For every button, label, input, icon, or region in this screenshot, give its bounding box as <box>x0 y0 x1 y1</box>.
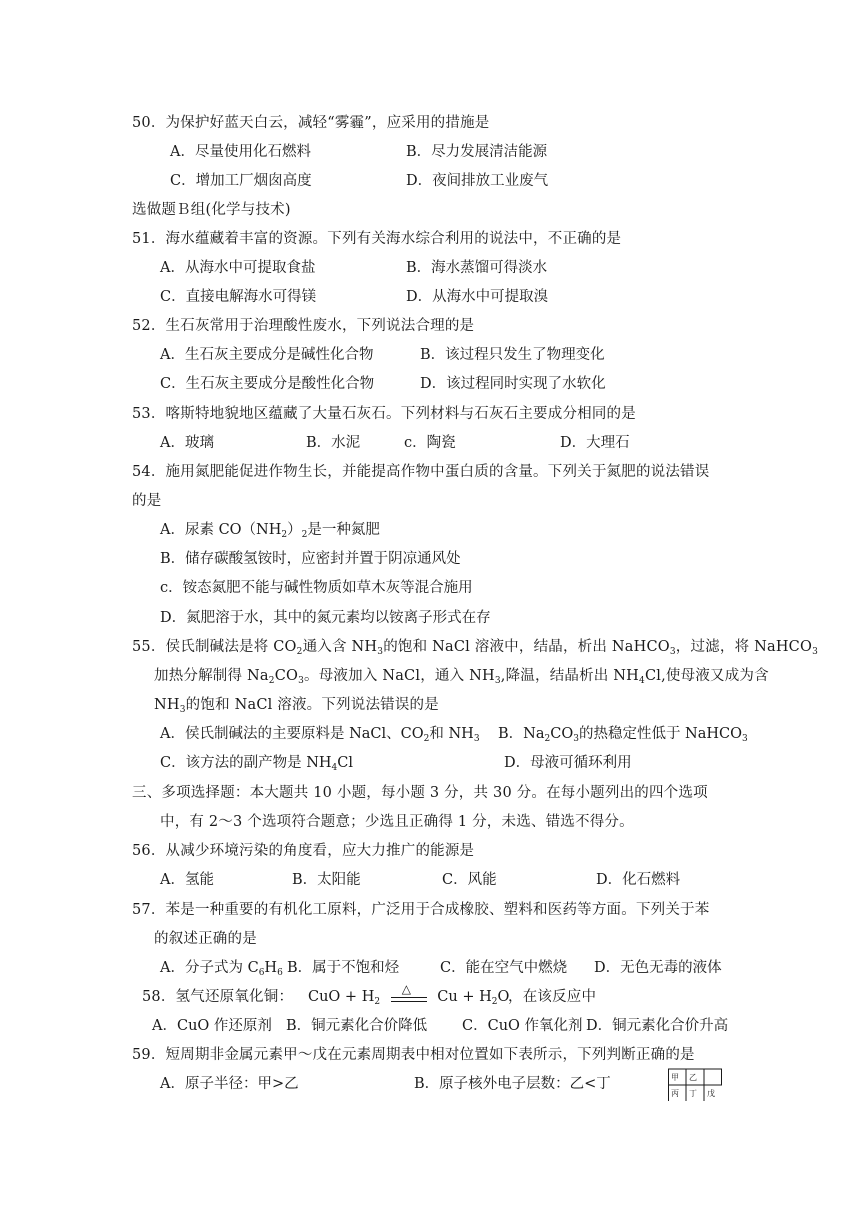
q54-option-c: c．铵态氮肥不能与碱性物质如草木灰等混合施用 <box>160 580 473 596</box>
part3-instructions-line2: 中，有 2～3 个选项符合题意；少选且正确得 1 分，未选、错选不得分。 <box>160 814 634 830</box>
q54-option-a: A．尿素 $CO(NH_2)_2$是一种氮肥 <box>160 522 380 540</box>
q57-stem-line2: 的叙述正确的是 <box>154 931 257 947</box>
q57-option-b: B．属于不饱和烃 <box>287 960 400 976</box>
q58-stem: 58．氢气还原氧化铜： <box>142 989 294 1005</box>
q51-option-d: D．从海水中可提取溴 <box>406 289 549 305</box>
q50-option-d: D．夜间排放工业废气 <box>406 173 549 189</box>
q55-option-b: B．$Na_2CO_3$的热稳定性低于 NaHCO$_3$ <box>498 726 748 744</box>
q52-option-d: D．该过程同时实现了水软化 <box>420 376 606 392</box>
q52-stem: 52．生石灰常用于治理酸性废水，下列说法合理的是 <box>132 318 475 334</box>
q53-option-c: c．陶瓷 <box>404 435 456 451</box>
q51-option-a: A．从海水中可提取食盐 <box>160 260 316 276</box>
periodic-table-fragment <box>668 1068 722 1102</box>
q51-option-b: B．海水蒸馏可得淡水 <box>406 260 548 276</box>
q52-option-b: B．该过程只发生了物理变化 <box>420 347 605 363</box>
q51-stem: 51．海水蕴藏着丰富的资源。下列有关海水综合利用的说法中，不正确的是 <box>132 231 622 247</box>
q54-option-d: D．氮肥溶于水，其中的氮元素均以铵离子形式在存 <box>160 610 491 626</box>
q58-stem-tail: ，在该反应中 <box>508 989 597 1005</box>
q50-option-c: C．增加工厂烟囱高度 <box>170 173 312 189</box>
q50-option-b: B．尽力发展清洁能源 <box>406 144 548 160</box>
q52-option-a: A．生石灰主要成分是碱性化合物 <box>160 347 374 363</box>
q55-stem-line3: $NH_3$的饱和 NaCl 溶液。下列说法错误的是 <box>154 697 439 715</box>
cell-wu: 戊 <box>707 1089 715 1098</box>
q56-stem: 56．从减少环境污染的角度看，应大力推广的能源是 <box>132 843 475 859</box>
q57-option-d: D．无色无毒的液体 <box>594 960 722 976</box>
q54-stem-line1: 54．施用氮肥能促进作物生长，并能提高作物中蛋白质的含量。下列关于氮肥的说法错误 <box>132 464 710 480</box>
q56-option-c: C．风能 <box>442 872 497 888</box>
q52-option-c: C．生石灰主要成分是酸性化合物 <box>160 376 375 392</box>
q53-option-d: D．大理石 <box>560 435 630 451</box>
q54-stem-line2: 的是 <box>132 493 162 509</box>
cell-bing: 丙 <box>671 1089 679 1098</box>
q50-stem: 50．为保护好蓝天白云，减轻“雾霾”，应采用的措施是 <box>132 115 490 131</box>
q59-stem: 59．短周期非金属元素甲～戊在元素周期表中相对位置如下表所示，下列判断正确的是 <box>132 1047 695 1063</box>
q55-stem-line1: 55．侯氏制碱法是将 $CO_2$通入含 $NH_3$的饱和 NaCl 溶液中，结晶，析出 NaHCO$_3$，过滤，将 NaHCO$_3$ <box>132 639 818 657</box>
q57-stem-line1: 57．苯是一种重要的有机化工原料，广泛用于合成橡胶、塑料和医药等方面。下列关于苯 <box>132 902 710 918</box>
q50-option-a: A．尽量使用化石燃料 <box>170 144 311 160</box>
q55-stem-line2: 加热分解制得 $Na_2CO_3$。母液加入 NaCl，通入 $NH_3$,降温，结晶析出 $NH_4Cl$,使母液又成为含 <box>154 668 769 686</box>
q54-option-b: B．储存碳酸氢铵时，应密封并置于阴凉通风处 <box>160 551 461 567</box>
cell-jia: 甲 <box>671 1073 679 1082</box>
q59-option-a: A．原子半径：甲>乙 <box>160 1076 299 1092</box>
part3-instructions-line1: 三、多项选择题：本大题共 10 小题，每小题 3 分，共 30 分。在每小题列出的四个选项 <box>132 785 708 801</box>
q53-option-a: A．玻璃 <box>160 435 214 451</box>
q58-option-b: B．铜元素化合价降低 <box>286 1018 428 1034</box>
q55-option-c: C．该方法的副产物是 $NH_4Cl$ <box>160 755 354 773</box>
q56-option-a: A．氢能 <box>160 872 214 888</box>
q58-option-d: D．铜元素化合价升高 <box>586 1018 729 1034</box>
q58-reaction-equation: CuO + $H_2$ △ $Cu + H_2O$ <box>308 982 510 1007</box>
q56-option-d: D．化石燃料 <box>596 872 681 888</box>
q51-option-c: C．直接电解海水可得镁 <box>160 289 317 305</box>
q58-option-c: C．CuO 作氧化剂 <box>462 1018 583 1034</box>
q58-option-a: A．CuO 作还原剂 <box>152 1018 272 1034</box>
section-heading: 选做题Ｂ组(化学与技术) <box>132 202 291 218</box>
heat-arrow-icon: △ <box>391 987 427 1007</box>
q56-option-b: B．太阳能 <box>292 872 361 888</box>
q57-option-a: A．分子式为 $C_6H_6$ <box>160 960 283 978</box>
q55-option-d: D．母液可循环利用 <box>504 755 632 771</box>
q53-stem: 53．喀斯特地貌地区蕴藏了大量石灰石。下列材料与石灰石主要成分相同的是 <box>132 406 636 422</box>
q59-option-b: B．原子核外电子层数：乙<丁 <box>414 1076 611 1092</box>
q53-option-b: B．水泥 <box>306 435 361 451</box>
q57-option-c: C．能在空气中燃烧 <box>440 960 568 976</box>
cell-yi: 乙 <box>689 1073 697 1082</box>
q55-option-a: A．侯氏制碱法的主要原料是 NaCl、$CO_2$和 $NH_3$ <box>160 726 480 744</box>
cell-ding: 丁 <box>689 1089 697 1098</box>
